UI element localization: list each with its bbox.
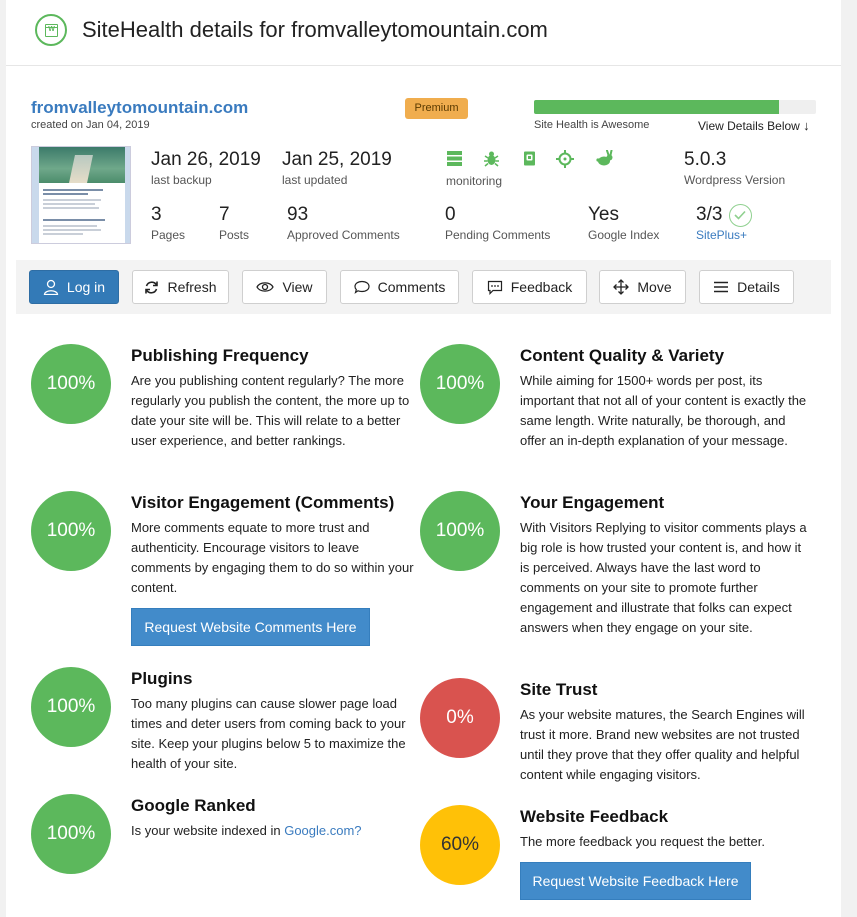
metric-description: As your website matures, the Search Engines will trust it more. Brand new websites are not trusted until they prove that they offer quality and helpful content while engaging visitors. — [520, 707, 805, 782]
approved-comments-label: Approved Comments — [287, 228, 400, 242]
score-circle: 100% — [31, 344, 111, 424]
approved-comments-value: 93 — [287, 204, 309, 225]
score-circle: 60% — [420, 805, 500, 885]
rabbit-icon[interactable] — [596, 150, 614, 167]
google-link[interactable]: Google.com? — [284, 823, 362, 838]
feedback-icon — [487, 280, 503, 295]
action-toolbar — [16, 260, 831, 314]
metric-title: Content Quality & Variety — [520, 346, 725, 365]
score-circle: 100% — [420, 491, 500, 571]
score-circle: 100% — [420, 344, 500, 424]
metric-description: While aiming for 1500+ words per post, its important that not all of your content is exactly the same length. Write naturally, be thorough, and offer an in-depth explanation of your message. — [520, 373, 807, 448]
siteplus-link[interactable]: SitePlus+ — [696, 228, 748, 242]
site-name-link[interactable]: fromvalleytomountain.com — [31, 98, 249, 117]
thumbnail-text-line — [43, 207, 99, 209]
comment-icon — [354, 280, 370, 294]
request-feedback-button[interactable]: Request Website Feedback Here — [520, 862, 751, 900]
wordpress-icon — [35, 14, 67, 46]
score-circle: 100% — [31, 794, 111, 874]
last-backup-label: last backup — [151, 173, 212, 187]
thumbnail-text-line — [43, 189, 103, 191]
shield-icon[interactable] — [521, 150, 538, 167]
metric-description: More comments equate to more trust and authenticity. Encourage visitors to leave comments by engaging them to do so within your content. — [131, 520, 414, 595]
metric-title: Publishing Frequency — [131, 346, 309, 365]
thumbnail-text-line — [43, 233, 83, 235]
sitehealth-panel — [6, 0, 841, 917]
last-backup-stat — [151, 149, 261, 187]
crosshair-icon[interactable] — [556, 150, 574, 168]
page-header — [6, 0, 841, 66]
login-button[interactable] — [29, 270, 119, 304]
posts-stat — [219, 204, 249, 242]
request-comments-button[interactable]: Request Website Comments Here — [131, 608, 370, 646]
google-index-stat — [588, 204, 659, 242]
logo-letter: W — [45, 24, 58, 37]
posts-value: 7 — [219, 204, 230, 225]
posts-label: Posts — [219, 228, 250, 242]
metric-description: The more feedback you request the better. — [520, 834, 765, 849]
metric-title: Google Ranked — [131, 796, 256, 815]
monitoring-label — [446, 172, 502, 188]
site-thumbnail[interactable] — [31, 146, 131, 244]
feedback-button-label: Feedback — [510, 279, 573, 295]
metric-title: Site Trust — [520, 680, 598, 699]
premium-badge: Premium — [405, 98, 468, 119]
score-circle: 100% — [31, 491, 111, 571]
thumbnail-text-line — [43, 203, 95, 205]
refresh-button-label: Refresh — [167, 279, 217, 295]
google-index-label: Google Index — [588, 228, 660, 242]
comments-button[interactable] — [340, 270, 459, 304]
view-button[interactable] — [242, 270, 327, 304]
refresh-icon — [144, 280, 159, 295]
metric-title: Plugins — [131, 669, 193, 688]
page-title: SiteHealth details for fromvalleytomountain.com — [82, 17, 548, 42]
eye-icon — [256, 281, 274, 293]
approved-comments-stat — [287, 204, 400, 242]
thumbnail-text-line — [43, 225, 97, 227]
pages-value: 3 — [151, 204, 162, 225]
details-button-label: Details — [737, 279, 780, 295]
arrow-down-icon: ↓ — [803, 118, 810, 133]
menu-icon — [713, 281, 729, 293]
site-health-progress — [534, 100, 816, 114]
metric-description: Are you publishing content regularly? The more regularly you publish the content, the more up to date your site will be. This will relate to a better user experience, and better rankings. — [131, 373, 410, 448]
wordpress-version-label: Wordpress Version — [684, 173, 786, 187]
pending-comments-label: Pending Comments — [445, 228, 551, 242]
created-date: created on Jan 04, 2019 — [31, 119, 150, 131]
last-backup-value: Jan 26, 2019 — [151, 149, 261, 170]
check-circle-icon — [729, 204, 752, 227]
bug-icon[interactable] — [483, 150, 500, 167]
wordpress-version-stat — [684, 149, 785, 187]
last-updated-value: Jan 25, 2019 — [282, 149, 392, 170]
metric-title: Visitor Engagement (Comments) — [131, 493, 395, 512]
metric-title: Website Feedback — [520, 807, 669, 826]
user-icon — [43, 279, 59, 295]
thumbnail-body — [39, 183, 125, 244]
site-health-progress-fill — [534, 100, 779, 114]
move-button-label: Move — [637, 279, 672, 295]
pending-comments-value: 0 — [445, 204, 456, 225]
server-icon[interactable] — [446, 150, 463, 167]
pages-stat — [151, 204, 185, 242]
siteplus-value: 3/3 — [696, 204, 723, 225]
metric-description: Too many plugins can cause slower page load times and deter users from coming back to your site. Keep your plugins below 5 to maximize the health of your site. — [131, 696, 406, 771]
comments-button-label: Comments — [377, 279, 446, 295]
pending-comments-stat — [445, 204, 550, 242]
metric-description — [131, 821, 416, 841]
thumbnail-text-line — [43, 229, 101, 231]
view-details-label: View Details Below — [698, 119, 800, 133]
thumbnail-text-line — [43, 199, 101, 201]
score-circle: 100% — [31, 667, 111, 747]
wordpress-version-value: 5.0.3 — [684, 149, 727, 170]
thumbnail-text-line — [43, 193, 88, 195]
last-updated-stat — [282, 149, 392, 187]
site-health-label: Site Health is Awesome — [534, 119, 650, 131]
last-updated-label: last updated — [282, 173, 348, 187]
metric-title: Your Engagement — [520, 493, 665, 512]
view-details-link[interactable] — [698, 118, 810, 133]
thumbnail-text-line — [43, 219, 105, 221]
monitoring-label-text: monitoring — [446, 174, 503, 188]
view-button-label: View — [282, 279, 313, 295]
score-circle: 0% — [420, 678, 500, 758]
details-button[interactable] — [699, 270, 794, 304]
metric-description: With Visitors Replying to visitor comments plays a big role is how trusted your content is, and how it is perceived. Always have the last word to comments on your site to promote further engagement and illustrate that folks can expect answers when they engage on your site. — [520, 520, 807, 635]
move-button[interactable] — [599, 270, 686, 304]
move-icon — [613, 279, 629, 295]
google-index-value: Yes — [588, 204, 619, 225]
pages-label: Pages — [151, 228, 186, 242]
login-button-label: Log in — [66, 279, 106, 295]
monitoring-icons — [446, 150, 626, 168]
metric-description-text: Is your website indexed in — [131, 823, 285, 838]
refresh-button[interactable] — [132, 270, 229, 304]
feedback-button[interactable] — [472, 270, 587, 304]
